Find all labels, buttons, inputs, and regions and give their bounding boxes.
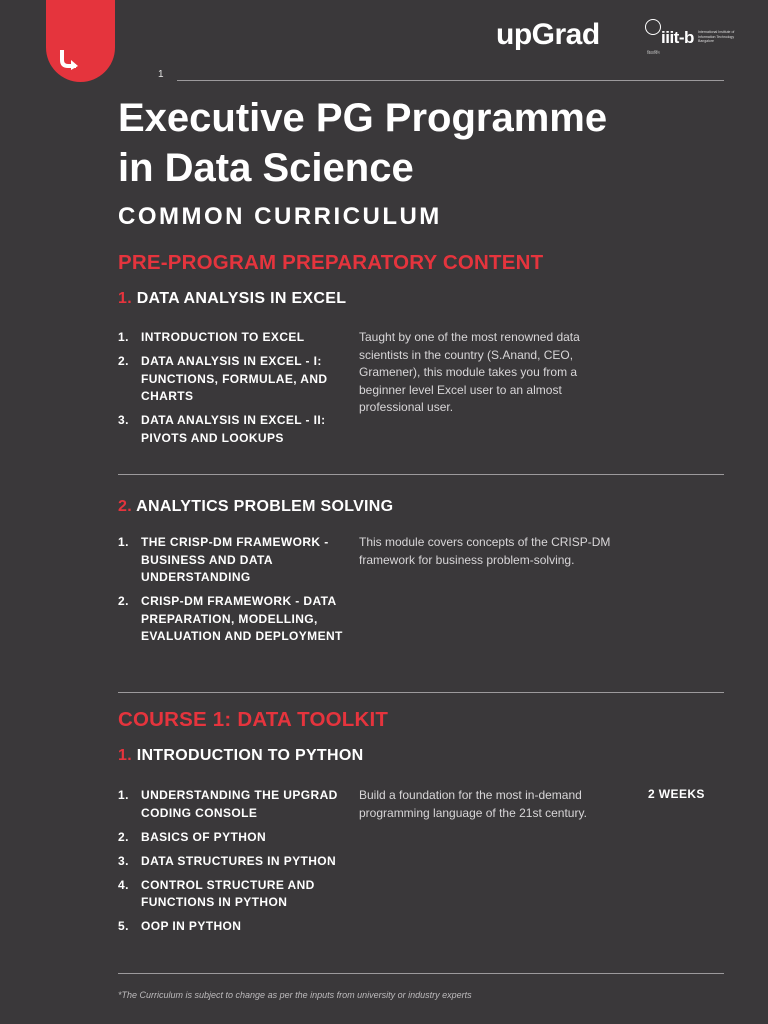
item-number: 2.: [118, 354, 129, 368]
item-number: 3.: [118, 413, 129, 427]
topic-list: [118, 329, 343, 454]
list-item: [118, 853, 343, 871]
item-text: CONTROL STRUCTURE AND FUNCTIONS IN PYTHON: [141, 877, 315, 909]
section-divider: [118, 474, 724, 475]
list-item: [118, 787, 343, 822]
section-heading: PRE-PROGRAM PREPARATORY CONTENT: [118, 251, 544, 274]
list-item: [118, 829, 343, 847]
item-text: UNDERSTANDING THE UPGRAD CODING CONSOLE: [141, 788, 338, 820]
item-number: 2.: [118, 829, 129, 844]
list-item: [118, 918, 343, 936]
module-number: 1.: [118, 290, 132, 307]
item-text: THE CRISP-DM FRAMEWORK - BUSINESS AND DATA UNDERSTANDING: [141, 535, 329, 584]
item-text: OOP IN PYTHON: [141, 919, 242, 933]
iiitb-logo: [643, 18, 763, 60]
iiitb-full-name: International Institute of Information Technology Bangalore: [698, 30, 735, 43]
item-number: 1.: [118, 788, 129, 802]
item-text: DATA ANALYSIS IN EXCEL - I: FUNCTIONS, FORMULAE, AND CHARTS: [141, 354, 328, 403]
module-heading: [118, 290, 346, 308]
arrow-icon: [58, 48, 84, 70]
item-text: INTRODUCTION TO EXCEL: [141, 330, 305, 344]
list-item: [118, 329, 343, 347]
item-number: 2.: [118, 594, 129, 608]
title-line-1: Executive PG Programme: [118, 96, 608, 140]
section-divider: [118, 973, 724, 974]
item-number: 3.: [118, 853, 129, 868]
page-title: [118, 93, 738, 193]
topic-list: [118, 534, 343, 652]
list-item: [118, 353, 343, 406]
item-text: BASICS OF PYTHON: [141, 829, 267, 844]
section-heading: COURSE 1: DATA TOOLKIT: [118, 708, 389, 731]
module-heading: [118, 747, 363, 765]
header-rule: [177, 80, 724, 81]
page-subtitle: COMMON CURRICULUM: [118, 203, 442, 230]
module-title: DATA ANALYSIS IN EXCEL: [136, 290, 347, 307]
footnote: *The Curriculum is subject to change as per the inputs from university or industry experts: [118, 990, 472, 1000]
module-title: INTRODUCTION TO PYTHON: [136, 747, 364, 764]
module-heading: [118, 498, 393, 516]
module-duration: 2 WEEKS: [648, 787, 705, 801]
item-number: 1.: [118, 535, 129, 549]
module-number: 1.: [118, 747, 132, 764]
item-text: DATA STRUCTURES IN PYTHON: [141, 853, 337, 868]
item-number: 1.: [118, 330, 129, 344]
list-item: [118, 534, 343, 587]
list-item: [118, 593, 343, 646]
item-number: 4.: [118, 877, 129, 892]
module-title: ANALYTICS PROBLEM SOLVING: [136, 498, 394, 515]
module-description: Taught by one of the most renowned data scientists in the country (S.Anand, CEO, Gramener), this module takes you from a beginner level Excel user to an almost professional user.: [359, 330, 580, 414]
globe-icon: [645, 19, 661, 35]
list-item: [118, 412, 343, 447]
upgrad-logo: upGrad: [496, 18, 600, 51]
item-text: DATA ANALYSIS IN EXCEL - II: PIVOTS AND LOOKUPS: [141, 413, 326, 445]
module-description: This module covers concepts of the CRISP-DM framework for business problem-solving.: [359, 535, 611, 567]
iiitb-motto: विद्यार्थिन: [647, 50, 660, 55]
page-number: 1: [158, 69, 164, 80]
module-description: Build a foundation for the most in-demand programming language of the 21st century.: [359, 788, 587, 820]
item-text: CRISP-DM FRAMEWORK - DATA PREPARATION, MODELLING, EVALUATION AND DEPLOYMENT: [141, 594, 343, 643]
title-line-2: in Data Science: [118, 146, 414, 190]
module-number: 2.: [118, 498, 132, 515]
iiitb-wordmark: iiit-b: [661, 28, 694, 47]
item-number: 5.: [118, 919, 129, 933]
upgrad-logo-tab: [46, 0, 115, 82]
topic-list: [118, 787, 343, 942]
list-item: [118, 877, 343, 912]
section-divider: [118, 692, 724, 693]
